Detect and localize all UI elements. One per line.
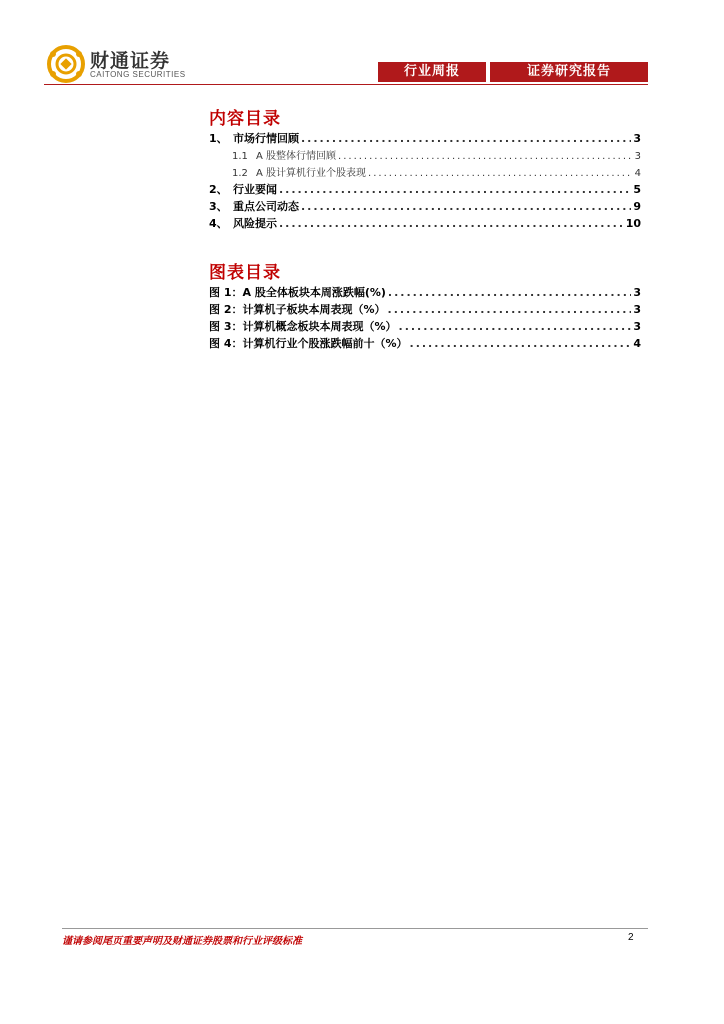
toc-page: 4	[634, 168, 641, 179]
figure-item[interactable]	[209, 335, 641, 351]
header-divider	[44, 84, 648, 85]
page-number: 2	[628, 932, 634, 943]
report-type-tab: 行业周报	[378, 62, 486, 82]
toc-item[interactable]	[209, 130, 641, 146]
toc-label: A 股计算机行业个股表现	[256, 168, 367, 179]
toc-label: 风险提示	[233, 217, 277, 230]
figure-label: 图 4：计算机行业个股涨跌幅前十（%）	[209, 337, 408, 350]
toc-page: 3	[634, 151, 641, 162]
toc-page: 9	[633, 200, 641, 213]
figure-label: 图 3：计算机概念板块本周表现（%）	[209, 320, 397, 333]
figures-title: 图表目录	[209, 263, 281, 283]
footer-divider	[62, 928, 648, 929]
toc-label: 行业要闻	[233, 183, 277, 196]
toc-page: 10	[625, 217, 641, 230]
toc-label: 市场行情回顾	[233, 132, 299, 145]
toc-item[interactable]	[209, 198, 641, 214]
page-header	[0, 0, 724, 90]
brand-name-english: CAITONG SECURITIES	[90, 70, 186, 79]
toc-number: 3、	[209, 200, 228, 213]
toc-number: 1.1	[232, 151, 248, 162]
contents-title: 内容目录	[209, 109, 281, 129]
figure-page: 3	[633, 320, 641, 333]
toc-leader	[301, 200, 631, 213]
figure-item[interactable]	[209, 318, 641, 334]
toc-leader	[388, 286, 631, 299]
figure-page: 4	[633, 337, 641, 350]
toc-leader	[279, 183, 631, 196]
figure-page: 3	[633, 286, 641, 299]
toc-page: 3	[633, 132, 641, 145]
footer-disclaimer: 谨请参阅尾页重要声明及财通证券股票和行业评级标准	[62, 936, 302, 947]
figure-label: 图 1：A 股全体板块本周涨跌幅(%)	[209, 286, 386, 299]
toc-item[interactable]	[232, 147, 641, 163]
toc-leader	[368, 168, 633, 179]
figure-item[interactable]	[209, 301, 641, 317]
figure-item[interactable]	[209, 284, 641, 300]
toc-number: 4、	[209, 217, 228, 230]
toc-number: 1、	[209, 132, 228, 145]
toc-leader	[279, 217, 624, 230]
toc-leader	[388, 303, 632, 316]
toc-number: 2、	[209, 183, 228, 196]
toc-item[interactable]	[209, 181, 641, 197]
toc-leader	[399, 320, 632, 333]
toc-item[interactable]	[209, 215, 641, 231]
caitong-logo-icon	[44, 44, 88, 84]
toc-leader	[410, 337, 632, 350]
toc-item[interactable]	[232, 164, 641, 180]
figure-page: 3	[633, 303, 641, 316]
toc-number: 1.2	[232, 168, 248, 179]
toc-page: 5	[633, 183, 641, 196]
toc-leader	[338, 151, 633, 162]
figure-label: 图 2：计算机子板块本周表现（%）	[209, 303, 386, 316]
brand-name: 财通证券	[90, 50, 171, 72]
report-category-tab: 证券研究报告	[490, 62, 648, 82]
toc-label: A 股整体行情回顾	[256, 151, 337, 162]
toc-leader	[301, 132, 631, 145]
toc-label: 重点公司动态	[233, 200, 299, 213]
